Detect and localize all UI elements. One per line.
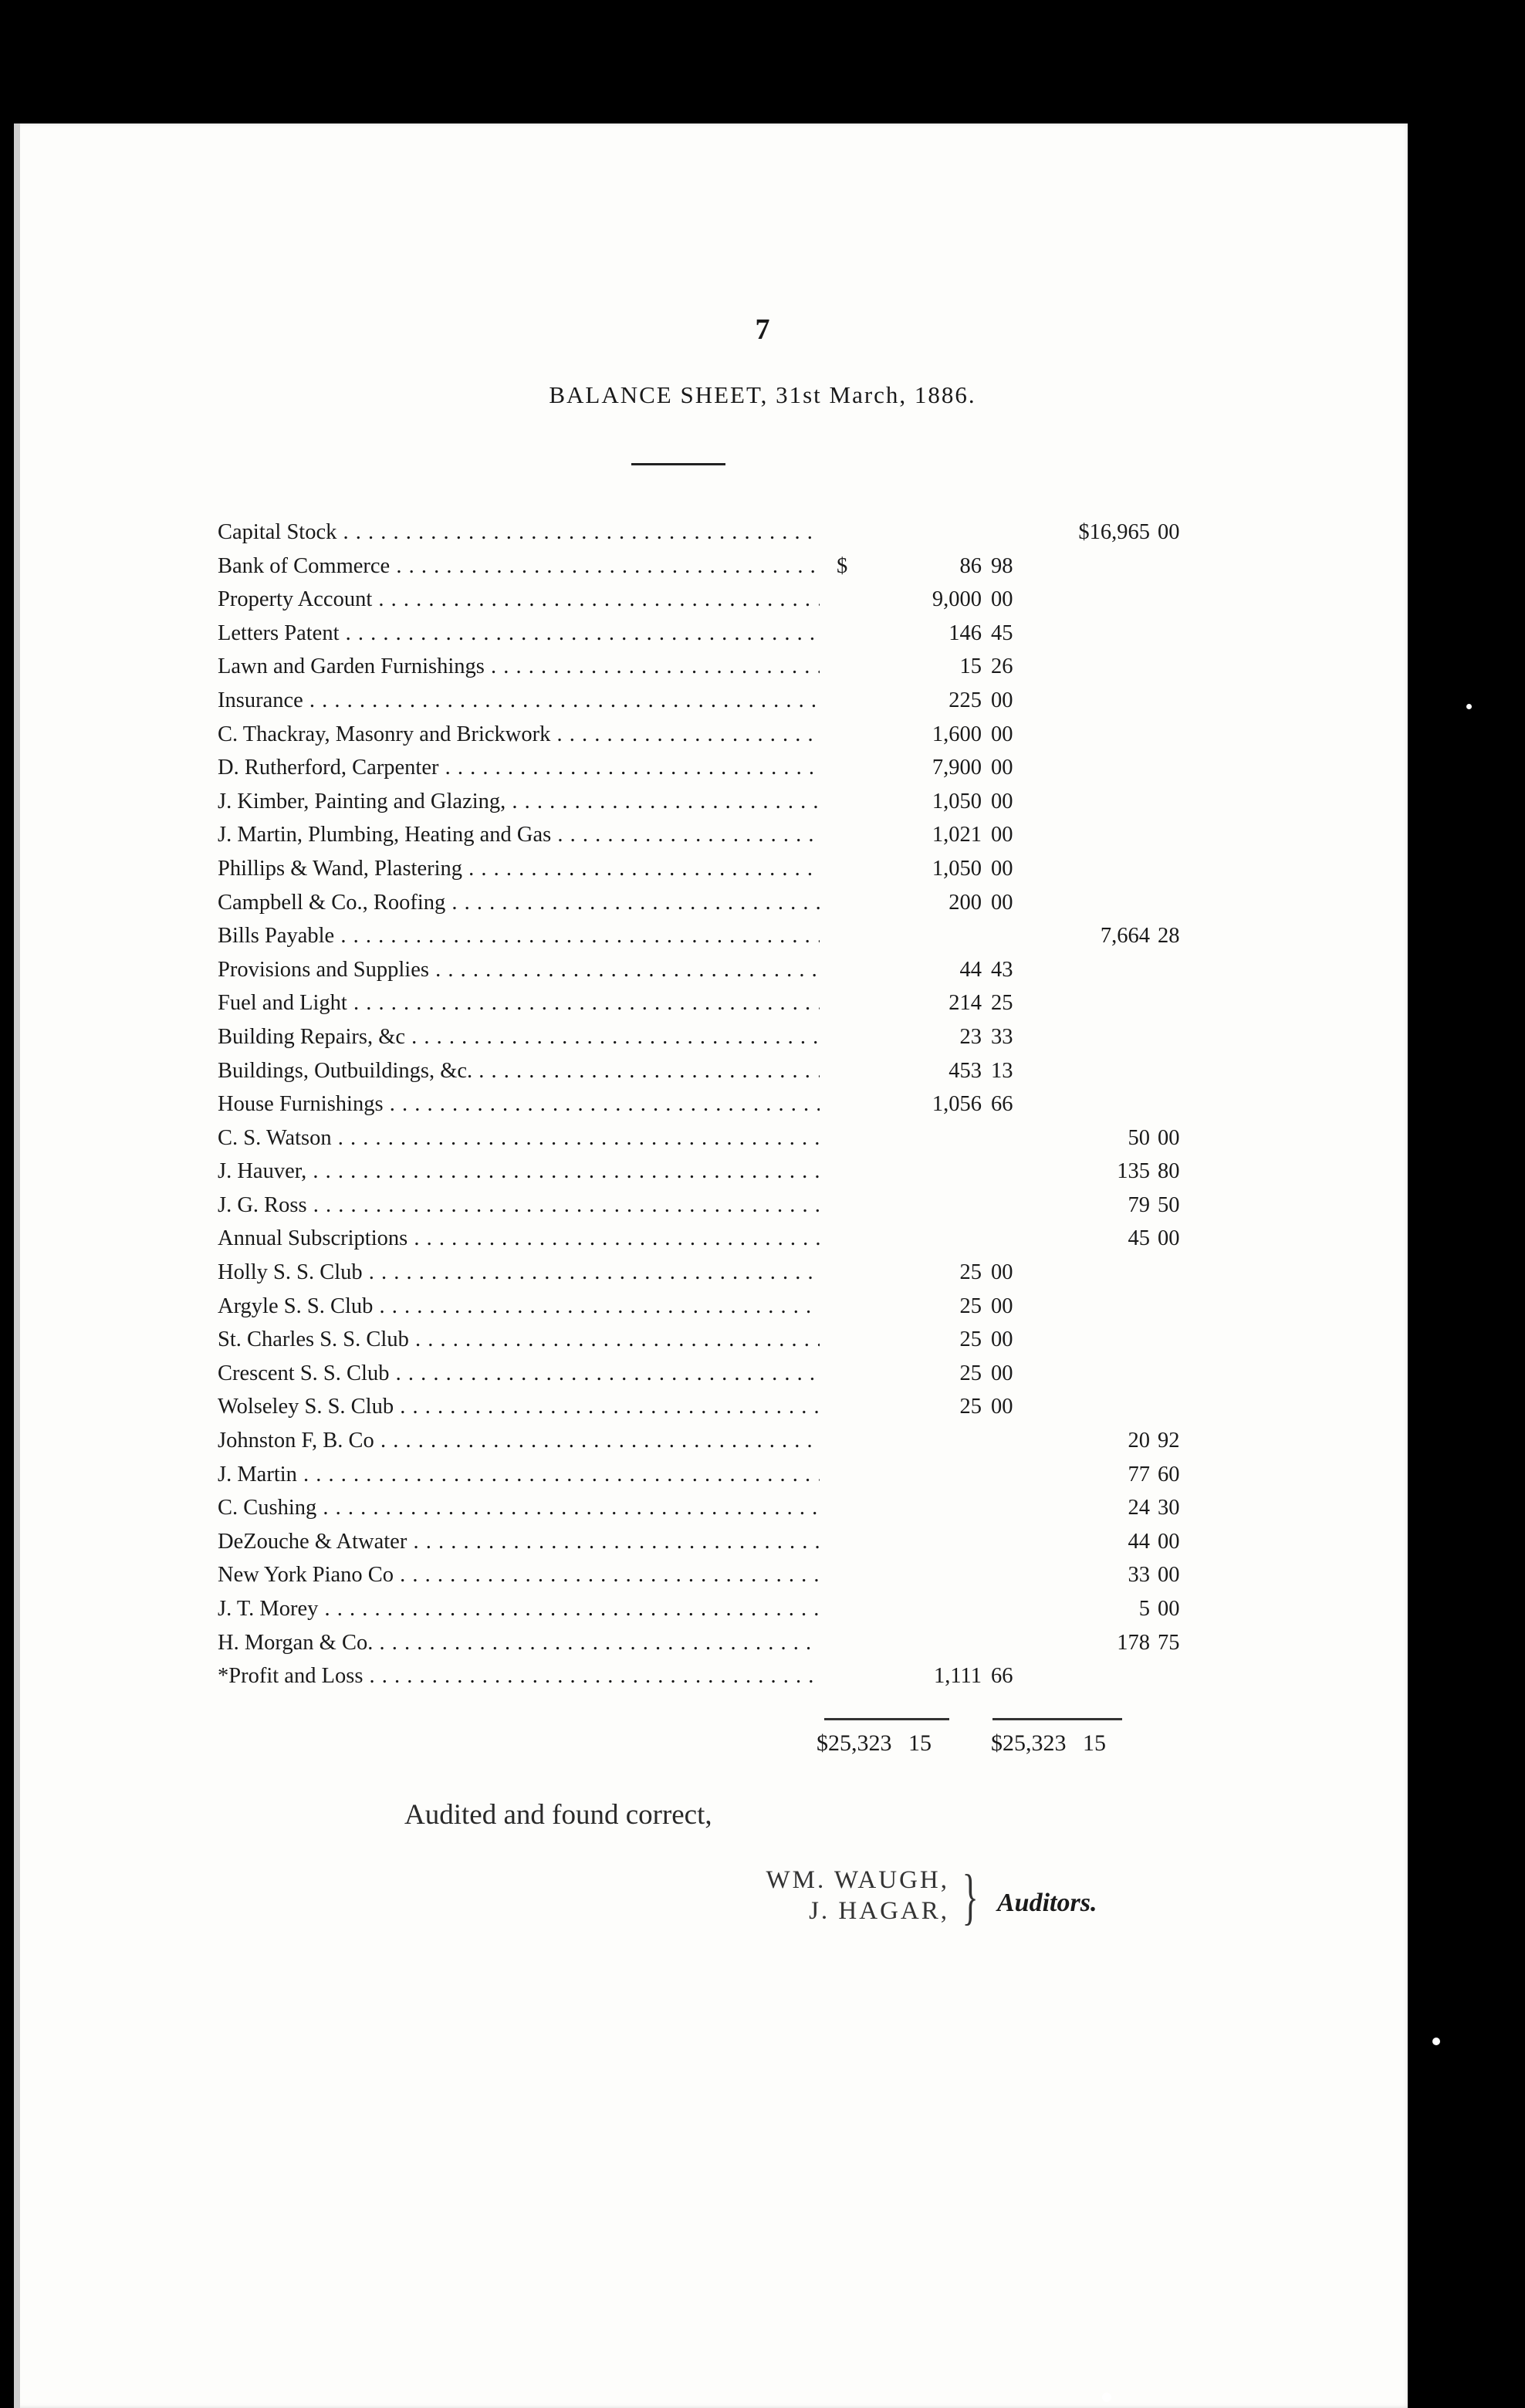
ledger-row xyxy=(210,1424,1180,1458)
ledger-row xyxy=(210,986,1159,1020)
debit-dollars: 23 xyxy=(959,1024,982,1049)
ledger-row xyxy=(210,1087,1159,1121)
title-rule xyxy=(631,463,725,465)
debit-dollars: 25 xyxy=(959,1260,982,1285)
row-label: Property Account . . . xyxy=(218,583,1020,617)
row-label: Bills Payable . . . xyxy=(218,919,1020,953)
debit-dollars: 1,021 xyxy=(932,823,982,847)
ledger-row xyxy=(210,1323,1159,1357)
scan-speck xyxy=(1102,2393,1111,2402)
dot-leader-end xyxy=(820,919,1020,953)
credit-dollars: 5 xyxy=(1138,1597,1150,1621)
credit-dollars: 24 xyxy=(1128,1496,1150,1520)
scan-speck xyxy=(1466,704,1472,709)
dot-leader-end xyxy=(820,516,1020,550)
debit-cents: 33 xyxy=(991,1024,1013,1049)
row-label: Capital Stock . . . xyxy=(218,516,1020,550)
credit-dollars: 79 xyxy=(1128,1192,1150,1217)
credit-cents: 50 xyxy=(1158,1192,1180,1217)
ledger-row xyxy=(210,919,1180,953)
debit-cents: 26 xyxy=(991,654,1013,679)
row-label: Provisions and Supplies . . . xyxy=(218,953,1020,987)
dot-leader-end xyxy=(820,1424,1020,1458)
debit-dollars: 1,050 xyxy=(932,856,982,881)
debit-total-rule xyxy=(824,1718,949,1720)
ledger-row xyxy=(210,1659,1159,1693)
debit-dollars: 214 xyxy=(948,991,982,1016)
ledger-row xyxy=(210,1525,1180,1559)
row-label: Letters Patent . . . xyxy=(218,617,1020,651)
credit-total-dollars: $25,323 xyxy=(991,1730,1067,1756)
scan-speck xyxy=(1432,2038,1440,2045)
dot-leader-end xyxy=(820,1491,1020,1525)
ledger-row xyxy=(210,818,1159,852)
ledger-row xyxy=(210,1121,1180,1155)
brace-glyph: } xyxy=(962,1863,979,1931)
ledger-row xyxy=(210,718,1159,752)
row-label: Fuel and Light . . . xyxy=(218,986,1020,1020)
row-label: J. T. Morey . . . xyxy=(218,1592,1020,1626)
ledger-row xyxy=(210,1626,1180,1660)
row-label: Campbell & Co., Roofing . . . xyxy=(218,886,1020,920)
balance-sheet-table xyxy=(210,516,1180,1693)
credit-total xyxy=(991,1730,1106,1757)
row-label: Building Repairs, &c . . . xyxy=(218,1020,1020,1054)
credit-cents: 75 xyxy=(1158,1630,1180,1655)
row-label: Wolseley S. S. Club . . . xyxy=(218,1390,1020,1424)
page-title: BALANCE SHEET, 31st March, 1886. xyxy=(549,381,976,408)
row-label: Buildings, Outbuildings, &c. . . . xyxy=(218,1054,1020,1088)
row-label: St. Charles S. S. Club . . . xyxy=(218,1323,1020,1357)
row-label: Phillips & Wand, Plastering . . . xyxy=(218,852,1020,886)
row-label: Holly S. S. Club . . . xyxy=(218,1256,1020,1290)
credit-cents: 00 xyxy=(1158,1125,1180,1150)
debit-dollars: 25 xyxy=(959,1395,982,1419)
row-label: J. Hauver, . . . xyxy=(218,1155,1020,1189)
ledger-row xyxy=(210,751,1159,785)
debit-dollars: 25 xyxy=(959,1361,982,1385)
dot-leader-end xyxy=(820,1592,1020,1626)
credit-cents: 00 xyxy=(1158,520,1180,544)
credit-cents: 60 xyxy=(1158,1462,1180,1486)
ledger-row xyxy=(210,583,1159,617)
debit-cents: 00 xyxy=(991,890,1013,915)
row-label: Lawn and Garden Furnishings . . . xyxy=(218,650,1020,684)
credit-dollars: 77 xyxy=(1128,1462,1150,1486)
ledger-row xyxy=(210,550,1159,583)
audit-statement: Audited and found correct, xyxy=(404,1799,712,1831)
debit-dollars: 1,050 xyxy=(932,789,982,813)
credit-total-rule xyxy=(992,1718,1122,1720)
row-label: C. S. Watson . . . xyxy=(218,1121,1020,1155)
row-label: J. G. Ross . . . xyxy=(218,1189,1020,1223)
debit-dollars: 9,000 xyxy=(932,587,982,612)
credit-cents: 00 xyxy=(1158,1597,1180,1621)
credit-cents: 80 xyxy=(1158,1159,1180,1184)
ledger-row xyxy=(210,1390,1159,1424)
dot-leader-end xyxy=(820,1222,1020,1256)
debit-dollars: 15 xyxy=(959,654,982,679)
ledger-row xyxy=(210,1256,1159,1290)
debit-cents: 00 xyxy=(991,1294,1013,1318)
dot-leader-end xyxy=(820,1189,1020,1223)
ledger-row xyxy=(210,1491,1180,1525)
debit-total xyxy=(817,1730,932,1757)
debit-dollars: 44 xyxy=(959,957,982,982)
dot-leader-end xyxy=(820,1458,1020,1492)
debit-cents: 00 xyxy=(991,722,1013,746)
debit-total-cents: 15 xyxy=(908,1730,932,1756)
ledger-row xyxy=(210,1290,1159,1324)
dot-leader-end xyxy=(820,1155,1020,1189)
debit-dollars: 1,056 xyxy=(932,1092,982,1117)
debit-dollars: 1,111 xyxy=(933,1664,982,1689)
debit-dollars: 25 xyxy=(959,1294,982,1318)
row-label: C. Thackray, Masonry and Brickwork . . . xyxy=(218,718,1020,752)
credit-dollars: 44 xyxy=(1128,1529,1150,1554)
credit-dollars: 50 xyxy=(1128,1125,1150,1150)
dot-leader-end xyxy=(820,1525,1020,1559)
row-label: J. Kimber, Painting and Glazing, . . . xyxy=(218,785,1020,819)
ledger-row xyxy=(210,1458,1180,1492)
dot-leader-end xyxy=(820,1121,1020,1155)
ledger-row xyxy=(210,1054,1159,1088)
ledger-row xyxy=(210,650,1159,684)
ledger-row xyxy=(210,886,1159,920)
row-label: Annual Subscriptions . . . xyxy=(218,1222,1020,1256)
ledger-row xyxy=(210,1155,1180,1189)
ledger-row xyxy=(210,1592,1180,1626)
credit-cents: 00 xyxy=(1158,1529,1180,1554)
credit-dollars: $16,965 xyxy=(1078,520,1150,544)
debit-cents: 00 xyxy=(991,1260,1013,1285)
debit-cents: 00 xyxy=(991,587,1013,612)
dot-leader-end xyxy=(820,1558,1020,1592)
row-label: D. Rutherford, Carpenter . . . xyxy=(218,751,1020,785)
row-label: Johnston F, B. Co . . . xyxy=(218,1424,1020,1458)
row-label: Crescent S. S. Club . . . xyxy=(218,1357,1020,1391)
ledger-row xyxy=(210,1357,1159,1391)
debit-cents: 00 xyxy=(991,688,1013,712)
credit-cents: 30 xyxy=(1158,1496,1180,1520)
debit-cents: 13 xyxy=(991,1058,1013,1083)
debit-cents: 00 xyxy=(991,1327,1013,1352)
debit-dollars: 146 xyxy=(948,621,982,645)
ledger-row xyxy=(210,617,1159,651)
debit-cents: 00 xyxy=(991,856,1013,881)
ledger-row xyxy=(210,684,1159,718)
debit-dollars: 200 xyxy=(948,890,982,915)
credit-cents: 92 xyxy=(1158,1429,1180,1453)
ledger-row xyxy=(210,852,1159,886)
credit-dollars: 178 xyxy=(1117,1630,1150,1655)
debit-total-dollars: $25,323 xyxy=(817,1730,892,1756)
debit-dollars: 225 xyxy=(948,688,982,712)
debit-dollars: 453 xyxy=(948,1058,982,1083)
debit-cents: 00 xyxy=(991,756,1013,780)
dot-leader-end xyxy=(820,1626,1020,1660)
credit-total-cents: 15 xyxy=(1083,1730,1106,1756)
debit-cents: 25 xyxy=(991,991,1013,1016)
debit-cents: 66 xyxy=(991,1092,1013,1117)
credit-dollars: 7,664 xyxy=(1100,924,1150,949)
credit-dollars: 135 xyxy=(1117,1159,1150,1184)
credit-cents: 28 xyxy=(1158,924,1180,949)
ledger-row xyxy=(210,1189,1180,1223)
row-label: House Furnishings . . . xyxy=(218,1087,1020,1121)
debit-cents: 45 xyxy=(991,621,1013,645)
credit-dollars: 20 xyxy=(1128,1429,1150,1453)
debit-cents: 66 xyxy=(991,1664,1013,1689)
debit-dollars: 1,600 xyxy=(932,722,982,746)
auditor-hagar: J. HAGAR, xyxy=(809,1897,949,1925)
row-label: *Profit and Loss . . . xyxy=(218,1659,1020,1693)
credit-dollars: 45 xyxy=(1128,1226,1150,1251)
ledger-row xyxy=(210,1020,1159,1054)
row-label: Bank of Commerce . . . xyxy=(218,550,1020,583)
row-label: C. Cushing . . . xyxy=(218,1491,1020,1525)
debit-cents: 43 xyxy=(991,957,1013,982)
ledger-row xyxy=(210,516,1180,550)
debit-cents: 00 xyxy=(991,789,1013,813)
row-label: Insurance . . . xyxy=(218,684,1020,718)
row-label: New York Piano Co . . . xyxy=(218,1558,1020,1592)
debit-dollars: 25 xyxy=(959,1327,982,1352)
page-edge xyxy=(14,123,20,2408)
ledger-row xyxy=(210,1222,1180,1256)
debit-dollars: 86 xyxy=(959,553,982,578)
auditors-label: Auditors. xyxy=(997,1889,1097,1917)
dollar-sign: $ xyxy=(837,553,848,578)
auditor-waugh: WM. WAUGH, xyxy=(766,1866,949,1894)
debit-cents: 00 xyxy=(991,1395,1013,1419)
debit-cents: 00 xyxy=(991,823,1013,847)
page-number: 7 xyxy=(755,313,770,346)
ledger-row xyxy=(210,1558,1180,1592)
row-label: J. Martin, Plumbing, Heating and Gas . . . xyxy=(218,818,1020,852)
row-label: J. Martin . . . xyxy=(218,1458,1020,1492)
ledger-row xyxy=(210,953,1159,987)
credit-cents: 00 xyxy=(1158,1563,1180,1588)
credit-dollars: 33 xyxy=(1128,1563,1150,1588)
row-label: DeZouche & Atwater . . . xyxy=(218,1525,1020,1559)
credit-cents: 00 xyxy=(1158,1226,1180,1251)
row-label: H. Morgan & Co. . . . xyxy=(218,1626,1020,1660)
row-label: Argyle S. S. Club . . . xyxy=(218,1290,1020,1324)
debit-dollars: 7,900 xyxy=(932,756,982,780)
debit-cents: 98 xyxy=(991,553,1013,578)
ledger-row xyxy=(210,785,1159,819)
debit-cents: 00 xyxy=(991,1361,1013,1385)
